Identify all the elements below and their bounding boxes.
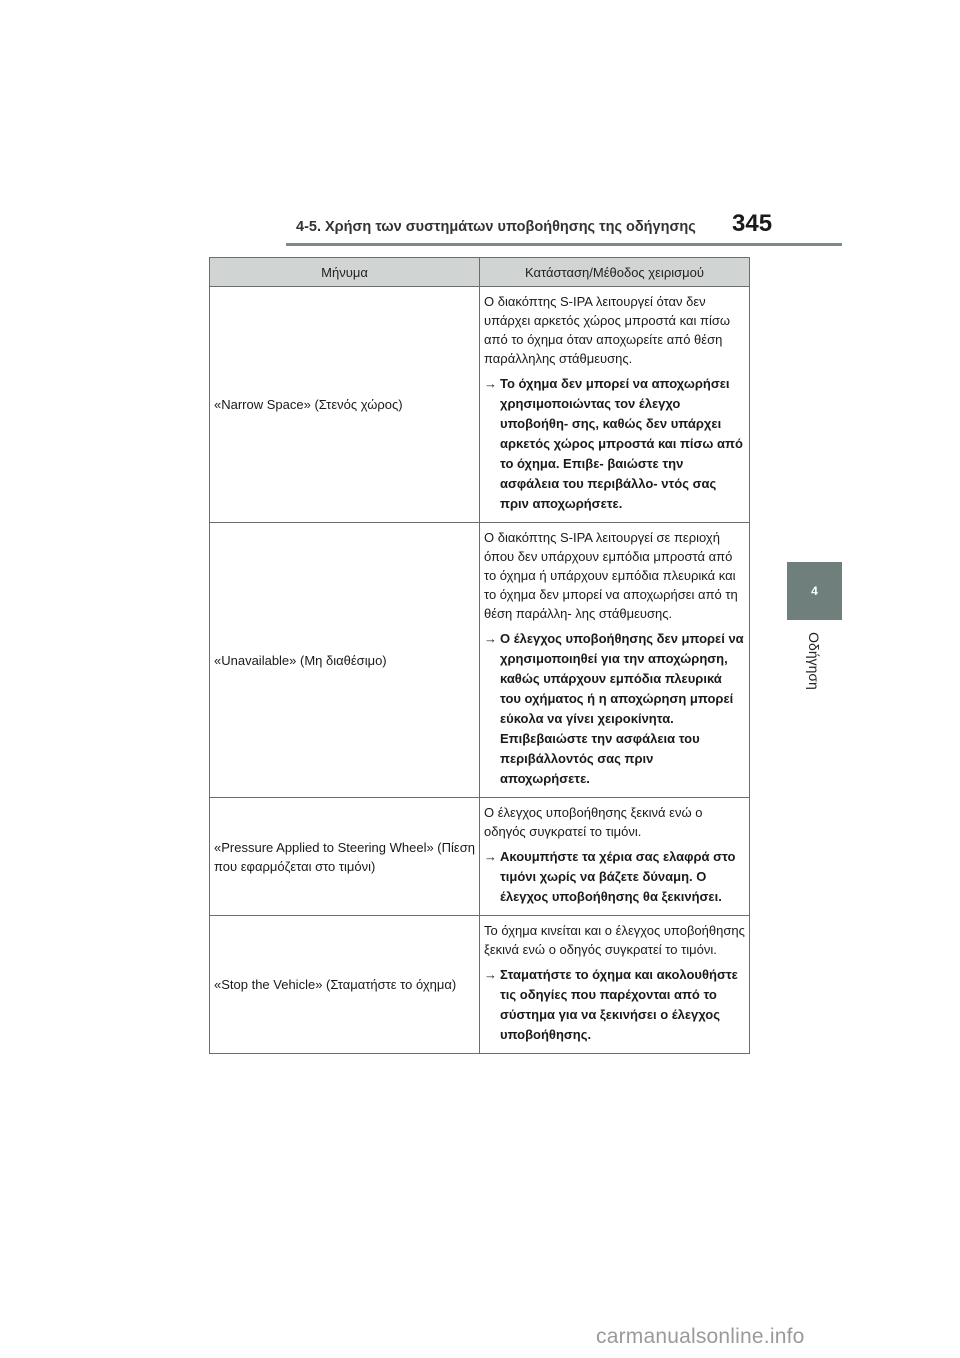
header-divider xyxy=(286,243,842,246)
table-row xyxy=(210,916,750,1054)
message-cell: «Stop the Vehicle» (Σταματήστε το όχημα) xyxy=(210,916,480,1054)
condition-cell xyxy=(480,916,750,1054)
action-instruction xyxy=(484,847,745,907)
condition-description: Το όχημα κινείται και ο έλεγχος υποβοήθησης ξεκινά ενώ ο οδηγός συγκρατεί το τιμόνι. xyxy=(484,923,745,957)
condition-description: Ο έλεγχος υποβοήθησης ξεκινά ενώ ο οδηγός συγκρατεί το τιμόνι. xyxy=(484,805,703,839)
action-text: Ακουμπήστε τα χέρια σας ελαφρά στο τιμόνι χωρίς να βάζετε δύναμη. Ο έλεγχος υποβοήθησης θα ξεκινήσει. xyxy=(500,849,736,904)
arrow-icon: → xyxy=(484,631,497,646)
chapter-label-text: Οδήγηση xyxy=(806,632,822,690)
action-text: Το όχημα δεν μπορεί να αποχωρήσει χρησιμοποιώντας τον έλεγχο υποβοήθη- σης, καθώς δεν υπάρχει αρκετός χώρος μπροστά και πίσω από το όχημα. Επιβε- βαιώστε την ασφάλεια του περιβάλλο- ντός σας πριν αποχωρήσετε. xyxy=(500,376,743,511)
arrow-icon: → xyxy=(484,376,497,391)
messages-table xyxy=(209,257,750,1054)
table-row xyxy=(210,287,750,523)
chapter-tab: 4 xyxy=(787,562,842,620)
action-instruction xyxy=(484,629,745,789)
arrow-icon: → xyxy=(484,849,497,864)
watermark-text: carmanualsonline.info xyxy=(596,1325,805,1348)
condition-cell xyxy=(480,523,750,798)
action-instruction xyxy=(484,374,745,514)
section-title: 4-5. Χρήση των συστημάτων υποβοήθησης της οδήγησης xyxy=(296,219,696,235)
action-instruction xyxy=(484,965,745,1045)
action-text: Σταματήστε το όχημα και ακολουθήστε τις οδηγίες που παρέχονται από το σύστημα για να ξεκινήσει ο έλεγχος υποβοήθησης. xyxy=(500,967,738,1042)
message-cell: «Pressure Applied to Steering Wheel» (Πίεση που εφαρμόζεται στο τιμόνι) xyxy=(210,798,480,916)
arrow-icon: → xyxy=(484,967,497,982)
message-cell: «Unavailable» (Μη διαθέσιμο) xyxy=(210,523,480,798)
condition-description: Ο διακόπτης S-IPA λειτουργεί σε περιοχή όπου δεν υπάρχουν εμπόδια μπροστά από το όχημα ή υπάρχουν εμπόδια πλευρικά και το όχημα δεν μπορεί να αποχωρήσει από τη θέση παράλλη- λης στάθμευσης. xyxy=(484,530,738,621)
condition-cell xyxy=(480,287,750,523)
page-number: 345 xyxy=(732,210,773,237)
table-row xyxy=(210,523,750,798)
table-header-row xyxy=(210,258,750,287)
table-row xyxy=(210,798,750,916)
column-header-condition: Κατάσταση/Μέθοδος χειρισμού xyxy=(480,258,750,287)
column-header-message: Μήνυμα xyxy=(210,258,480,287)
action-text: Ο έλεγχος υποβοήθησης δεν μπορεί να χρησιμοποιηθεί για την αποχώρηση, καθώς υπάρχουν εμπόδια πλευρικά του οχήματος ή η αποχώρηση μπορεί εύκολα να γίνει χειροκίνητα. Επιβεβαιώστε την ασφάλεια του περιβάλλοντός σας πριν αποχωρήσετε. xyxy=(500,631,744,786)
condition-description: Ο διακόπτης S-IPA λειτουργεί όταν δεν υπάρχει αρκετός χώρος μπροστά και πίσω από το όχημα όταν αποχωρείτε από θέση παράλληλης στάθμευσης. xyxy=(484,294,731,366)
message-cell: «Narrow Space» (Στενός χώρος) xyxy=(210,287,480,523)
chapter-label xyxy=(781,626,847,696)
condition-cell xyxy=(480,798,750,916)
